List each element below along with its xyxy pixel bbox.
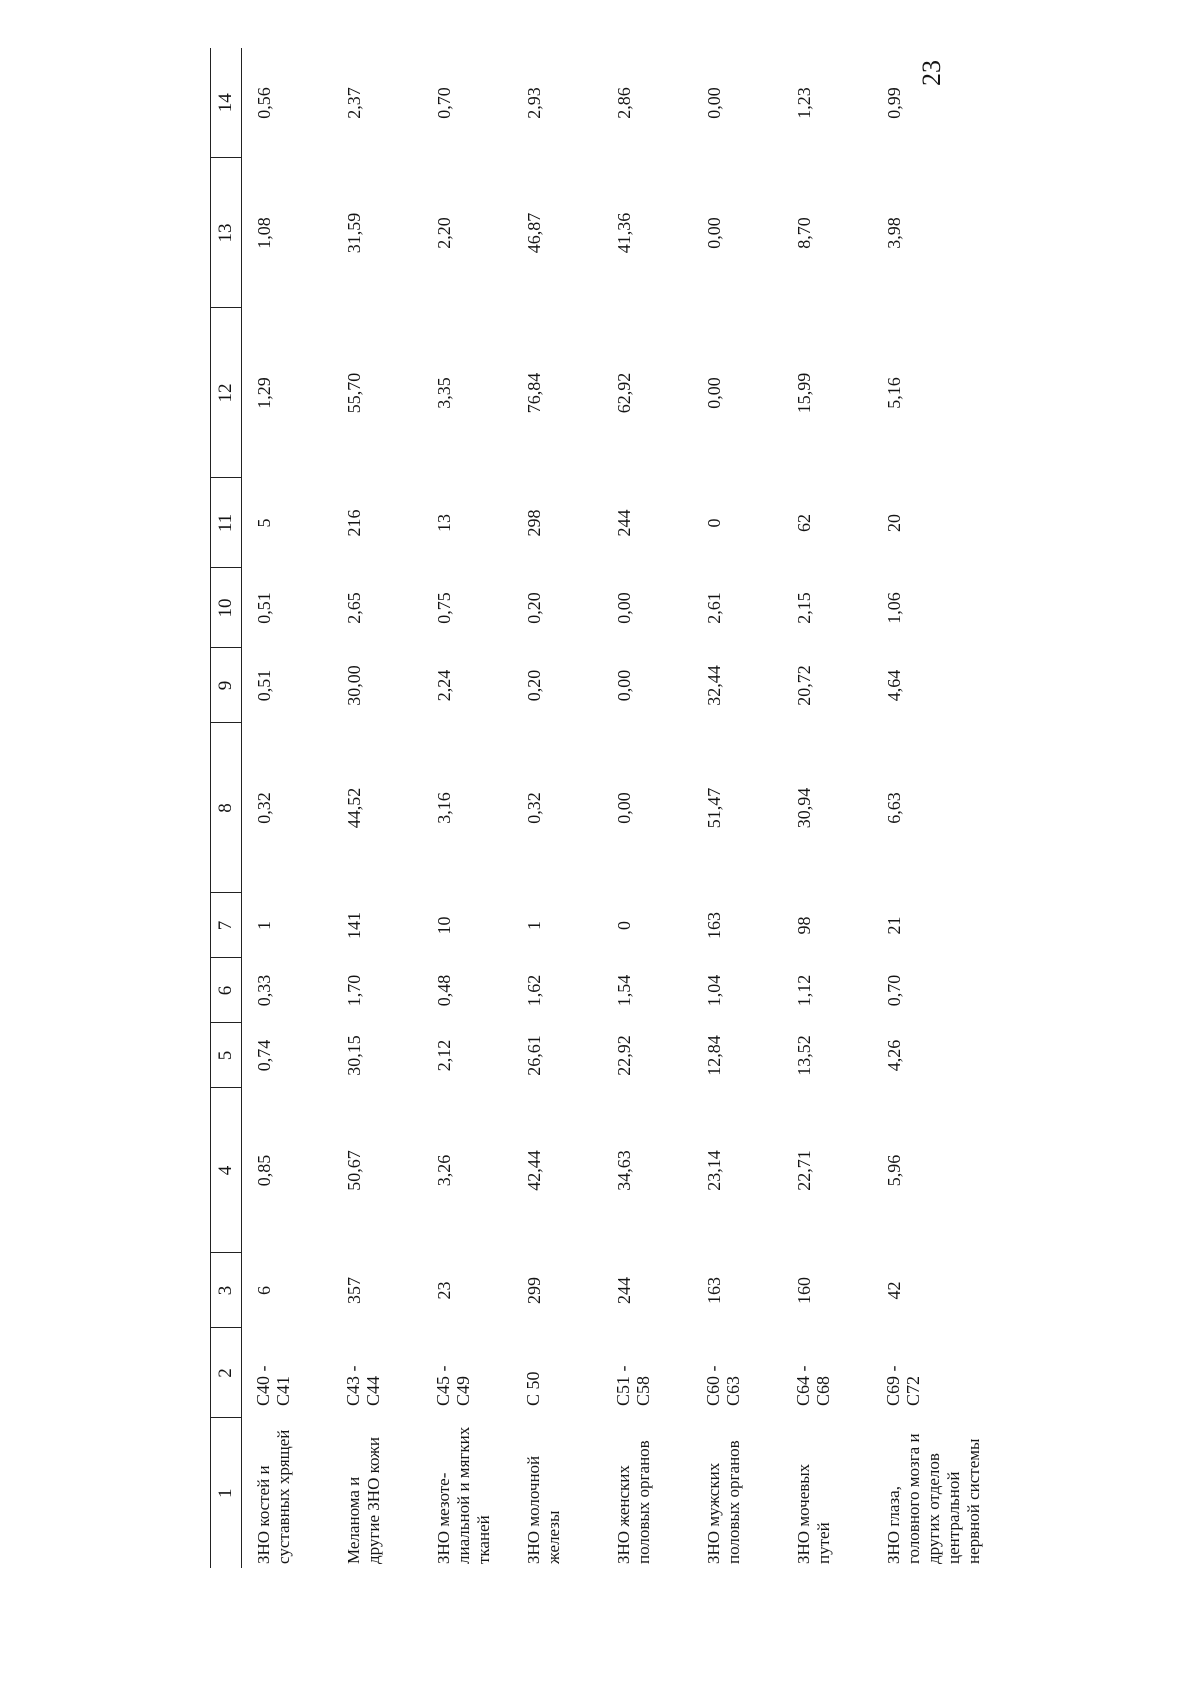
table-cell: 0,74 — [254, 1039, 274, 1072]
row-name: Меланома и другие ЗНО кожи — [344, 1437, 384, 1564]
table-cell: 44,52 — [344, 787, 364, 829]
table-cell: 1,06 — [884, 592, 904, 624]
table-cell: 23,14 — [704, 1150, 724, 1191]
table-cell: 0,51 — [254, 592, 274, 624]
table-cell: 0,33 — [254, 974, 274, 1007]
table-cell: 163 — [704, 1277, 724, 1304]
table-cell: 3,35 — [434, 377, 454, 409]
table-cell: 2,20 — [434, 217, 454, 249]
table-cell: 13,52 — [794, 1035, 814, 1076]
column-header: 13 — [211, 158, 242, 308]
table-row — [242, 48, 333, 1568]
table-row — [602, 48, 692, 1568]
table-cell: 23 — [434, 1281, 454, 1300]
table-cell: 6 — [254, 1286, 274, 1295]
table-cell: 0,00 — [704, 377, 724, 409]
table-cell: 13 — [434, 514, 454, 532]
table-cell: 62,92 — [614, 372, 634, 414]
table-cell: 0,48 — [434, 974, 454, 1007]
row-code: C 50 — [523, 1371, 543, 1406]
table-cell: 26,61 — [524, 1035, 544, 1076]
row-name: ЗНО молочной железы — [524, 1455, 564, 1564]
table-row — [872, 48, 1004, 1568]
table-cell: 3,98 — [884, 217, 904, 249]
table-cell: 50,67 — [344, 1150, 364, 1191]
table-cell: 0 — [614, 921, 634, 930]
table-cell: 0,20 — [524, 669, 544, 702]
table-cell: 2,86 — [614, 87, 634, 119]
table-cell: 6,63 — [884, 792, 904, 824]
table-cell: 0,70 — [434, 87, 454, 119]
row-code: C40 - C41 — [253, 1365, 293, 1406]
row-code: C69 - C72 — [883, 1365, 923, 1406]
table-row — [512, 48, 602, 1568]
table-cell: 357 — [344, 1277, 364, 1304]
row-name: ЗНО костей и суставных хрящей — [254, 1429, 294, 1564]
table-row — [782, 48, 872, 1568]
table-cell: 3,16 — [434, 792, 454, 824]
table-cell: 1,23 — [794, 87, 814, 119]
column-header: 7 — [211, 893, 242, 958]
column-header: 6 — [211, 958, 242, 1023]
table-cell: 1,70 — [344, 974, 364, 1007]
page-number: 23 — [917, 60, 946, 86]
column-header: 5 — [211, 1023, 242, 1088]
row-name: ЗНО глаза, головного мозга и других отделов центральной нервной системы — [884, 1433, 984, 1564]
table-cell: 0,75 — [434, 592, 454, 624]
column-header: 9 — [211, 648, 242, 723]
row-code: C64 - C68 — [793, 1365, 833, 1406]
table-cell: 55,70 — [344, 372, 364, 414]
row-name: ЗНО мужских половых органов — [704, 1440, 744, 1564]
table-cell: 298 — [524, 509, 544, 537]
table-cell: 2,12 — [434, 1039, 454, 1072]
table-cell: 98 — [794, 916, 814, 935]
table-header-row — [211, 48, 242, 1568]
row-code: C45 - C49 — [433, 1365, 473, 1406]
table-cell: 2,15 — [794, 592, 814, 624]
table-cell: 0,00 — [614, 669, 634, 702]
table-cell: 0,32 — [254, 792, 274, 824]
table-cell: 244 — [614, 509, 634, 537]
table-cell: 2,65 — [344, 592, 364, 624]
table-cell: 0,00 — [614, 792, 634, 824]
table-cell: 1,62 — [524, 974, 544, 1007]
table-cell: 30,00 — [344, 665, 364, 706]
table-cell: 0,85 — [254, 1154, 274, 1187]
table-cell: 42 — [884, 1281, 904, 1300]
table-cell: 244 — [614, 1277, 634, 1304]
table-cell: 141 — [344, 912, 364, 939]
table-row — [692, 48, 782, 1568]
table-cell: 2,61 — [704, 592, 724, 624]
table-cell: 12,84 — [704, 1035, 724, 1076]
row-code: C43 - C44 — [343, 1365, 383, 1406]
table-cell: 1,54 — [614, 974, 634, 1007]
table-cell: 0,00 — [704, 87, 724, 119]
table-cell: 51,47 — [704, 787, 724, 829]
column-header: 1 — [211, 1418, 242, 1568]
table-cell: 1,08 — [254, 217, 274, 249]
table-row — [332, 48, 422, 1568]
row-name: ЗНО мочевых путей — [794, 1463, 834, 1564]
statistics-table — [210, 48, 1004, 1568]
row-code: C60 - C63 — [703, 1365, 743, 1406]
table-cell: 0,00 — [704, 217, 724, 249]
column-header: 12 — [211, 308, 242, 478]
row-name: ЗНО мезоте-лиальной и мягких тканей — [434, 1426, 494, 1564]
table-cell: 163 — [704, 912, 724, 939]
table-cell: 20 — [884, 514, 904, 532]
column-header: 14 — [211, 48, 242, 158]
table-cell: 160 — [794, 1277, 814, 1304]
table-cell: 46,87 — [524, 212, 544, 254]
table-cell: 216 — [344, 509, 364, 537]
table-cell: 21 — [884, 916, 904, 935]
rotated-table-container — [210, 48, 984, 1568]
table-cell: 34,63 — [614, 1150, 634, 1191]
table-cell: 1 — [254, 921, 274, 930]
table-cell: 1,29 — [254, 377, 274, 409]
table-cell: 20,72 — [794, 665, 814, 706]
table-cell: 0,00 — [614, 592, 634, 624]
table-cell: 10 — [434, 916, 454, 935]
table-cell: 0,51 — [254, 669, 274, 702]
row-name: ЗНО женских половых органов — [614, 1440, 654, 1564]
table-cell: 15,99 — [794, 372, 814, 414]
table-cell: 1 — [524, 921, 544, 930]
table-cell: 1,04 — [704, 974, 724, 1007]
column-header: 8 — [211, 723, 242, 893]
table-cell: 32,44 — [704, 665, 724, 706]
column-header: 4 — [211, 1088, 242, 1253]
column-header: 10 — [211, 568, 242, 648]
table-cell: 4,64 — [884, 669, 904, 702]
table-cell: 0,99 — [884, 87, 904, 119]
table-cell: 0,32 — [524, 792, 544, 824]
table-cell: 299 — [524, 1277, 544, 1304]
table-cell: 30,94 — [794, 787, 814, 829]
table-cell: 5,16 — [884, 377, 904, 409]
table-cell: 2,93 — [524, 87, 544, 119]
table-cell: 41,36 — [614, 212, 634, 254]
column-header: 11 — [211, 478, 242, 568]
table-cell: 5 — [254, 518, 274, 528]
table-cell: 30,15 — [344, 1035, 364, 1076]
table-cell: 0,20 — [524, 592, 544, 624]
column-header: 3 — [211, 1253, 242, 1328]
table-row — [422, 48, 512, 1568]
table-cell: 0,56 — [254, 87, 274, 119]
table-cell: 62 — [794, 514, 814, 532]
table-cell: 2,37 — [344, 87, 364, 119]
table-cell: 31,59 — [344, 212, 364, 254]
table-cell: 22,92 — [614, 1035, 634, 1076]
table-cell: 1,12 — [794, 974, 814, 1007]
table-cell: 4,26 — [884, 1039, 904, 1072]
row-code: C51 - C58 — [613, 1365, 653, 1406]
table-cell: 22,71 — [794, 1150, 814, 1191]
table-cell: 8,70 — [794, 217, 814, 249]
column-header: 2 — [211, 1328, 242, 1418]
table-cell: 5,96 — [884, 1154, 904, 1187]
table-cell: 2,24 — [434, 669, 454, 702]
table-cell: 76,84 — [524, 372, 544, 414]
table-cell: 0,70 — [884, 974, 904, 1007]
table-cell: 0 — [704, 518, 724, 528]
table-cell: 42,44 — [524, 1150, 544, 1191]
table-cell: 3,26 — [434, 1154, 454, 1187]
